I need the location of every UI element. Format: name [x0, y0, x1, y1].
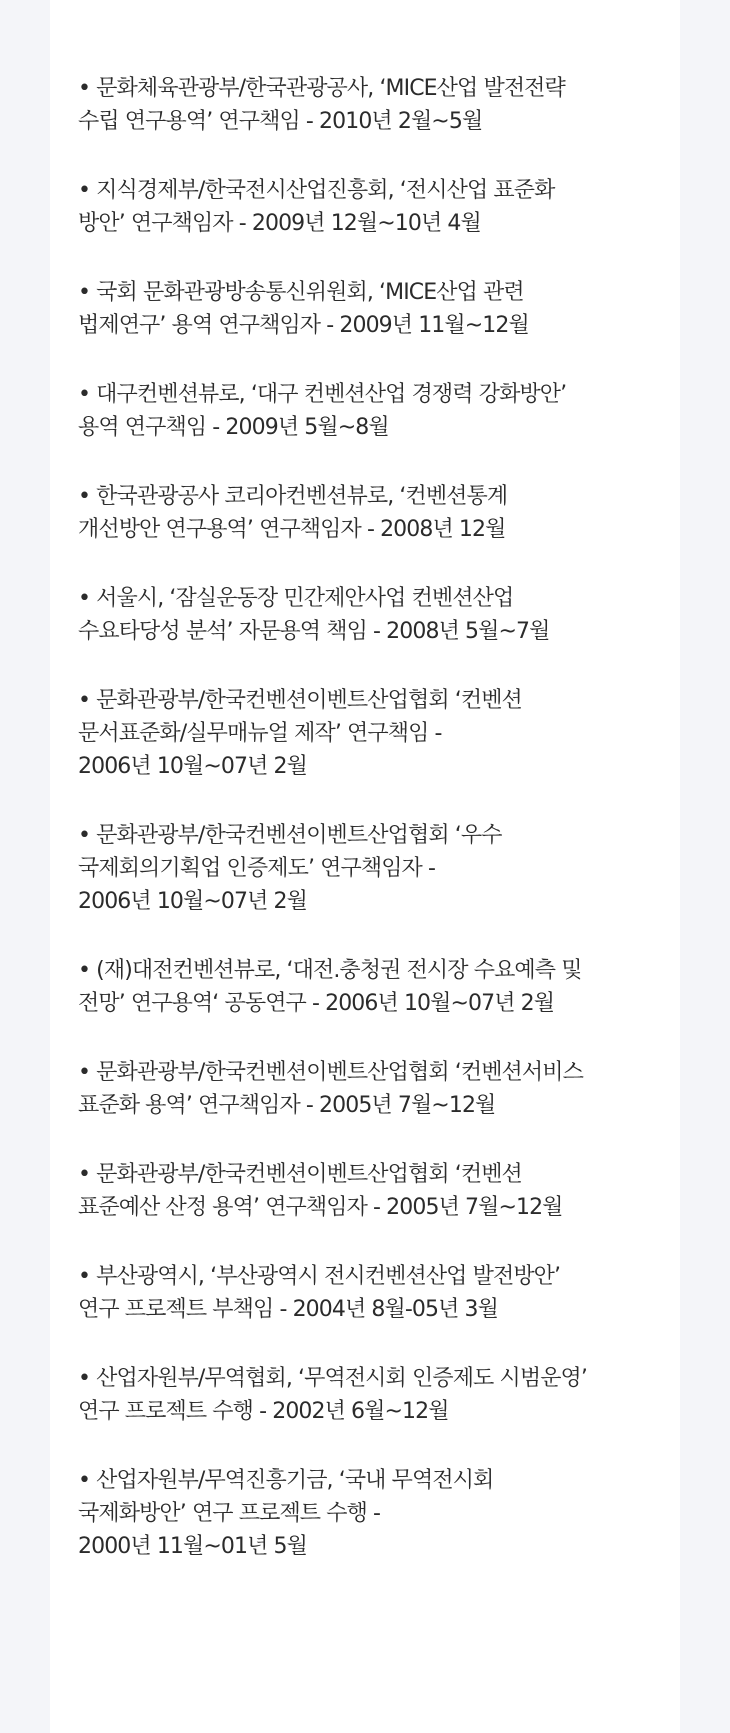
list-item-line: • 국회 문화관광방송통신위원회, ‘MICE산업 관련	[78, 280, 524, 305]
list-item-line: 표준예산 산정 용역’ 연구책임자 - 2005년 7월~12월	[78, 1195, 563, 1220]
list-item-line: 문서표준화/실무매뉴얼 제작’ 연구책임 -	[78, 721, 442, 746]
list-item-line: • 서울시, ‘잠실운동장 민간제안사업 컨벤션산업	[78, 586, 514, 611]
list-item-line: 2006년 10월~07년 2월	[78, 889, 308, 914]
list-item	[78, 1158, 678, 1224]
list-item	[78, 819, 678, 918]
list-item	[78, 174, 678, 240]
list-item-line: 방안’ 연구책임자 - 2009년 12월~10년 4월	[78, 211, 481, 236]
list-item-line: 국제회의기획업 인증제도’ 연구책임자 -	[78, 856, 436, 881]
project-list	[78, 72, 678, 1599]
list-item-line: 수립 연구용역’ 연구책임 - 2010년 2월~5월	[78, 109, 483, 134]
list-item-line: • 문화관광부/한국컨벤션이벤트산업협회 ‘컨벤션	[78, 1162, 522, 1187]
list-item-line: • 문화관광부/한국컨벤션이벤트산업협회 ‘컨벤션서비스	[78, 1060, 583, 1085]
list-item	[78, 1260, 678, 1326]
list-item-line: • 한국관광공사 코리아컨벤션뷰로, ‘컨벤션통계	[78, 484, 508, 509]
content-card	[50, 0, 680, 1733]
list-item-line: 수요타당성 분석’ 자문용역 책임 - 2008년 5월~7월	[78, 619, 550, 644]
list-item	[78, 1056, 678, 1122]
list-item	[78, 1464, 678, 1563]
list-item-line: • 문화관광부/한국컨벤션이벤트산업협회 ‘우수	[78, 823, 502, 848]
list-item-line: 국제화방안’ 연구 프로젝트 수행 -	[78, 1501, 381, 1526]
list-item-line: 개선방안 연구용역’ 연구책임자 - 2008년 12월	[78, 517, 506, 542]
list-item-line: 연구 프로젝트 부책임 - 2004년 8월-05년 3월	[78, 1297, 498, 1322]
list-item	[78, 684, 678, 783]
list-item-line: • 지식경제부/한국전시산업진흥회, ‘전시산업 표준화	[78, 178, 555, 203]
list-item	[78, 954, 678, 1020]
list-item-line: • 산업자원부/무역협회, ‘무역전시회 인증제도 시범운영’	[78, 1366, 587, 1391]
list-item-line: 2006년 10월~07년 2월	[78, 754, 308, 779]
list-item-line: • 문화관광부/한국컨벤션이벤트산업협회 ‘컨벤션	[78, 688, 522, 713]
list-item-line: 법제연구’ 용역 연구책임자 - 2009년 11월~12월	[78, 313, 529, 338]
list-item	[78, 72, 678, 138]
list-item	[78, 582, 678, 648]
list-item	[78, 276, 678, 342]
list-item-line: 용역 연구책임 - 2009년 5월~8월	[78, 415, 389, 440]
list-item	[78, 480, 678, 546]
list-item-line: 2000년 11월~01년 5월	[78, 1534, 308, 1559]
list-item-line: • 부산광역시, ‘부산광역시 전시컨벤션산업 발전방안’	[78, 1264, 561, 1289]
list-item-line: 전망’ 연구용역‘ 공동연구 - 2006년 10월~07년 2월	[78, 991, 555, 1016]
list-item-line: 연구 프로젝트 수행 - 2002년 6월~12월	[78, 1399, 449, 1424]
list-item-line: • (재)대전컨벤션뷰로, ‘대전.충청권 전시장 수요예측 및	[78, 958, 582, 983]
list-item	[78, 1362, 678, 1428]
list-item-line: • 산업자원부/무역진흥기금, ‘국내 무역전시회	[78, 1468, 494, 1493]
list-item-line: • 대구컨벤션뷰로, ‘대구 컨벤션산업 경쟁력 강화방안’	[78, 382, 567, 407]
list-item-line: • 문화체육관광부/한국관광공사, ‘MICE산업 발전전략	[78, 76, 565, 101]
list-item	[78, 378, 678, 444]
list-item-line: 표준화 용역’ 연구책임자 - 2005년 7월~12월	[78, 1093, 496, 1118]
